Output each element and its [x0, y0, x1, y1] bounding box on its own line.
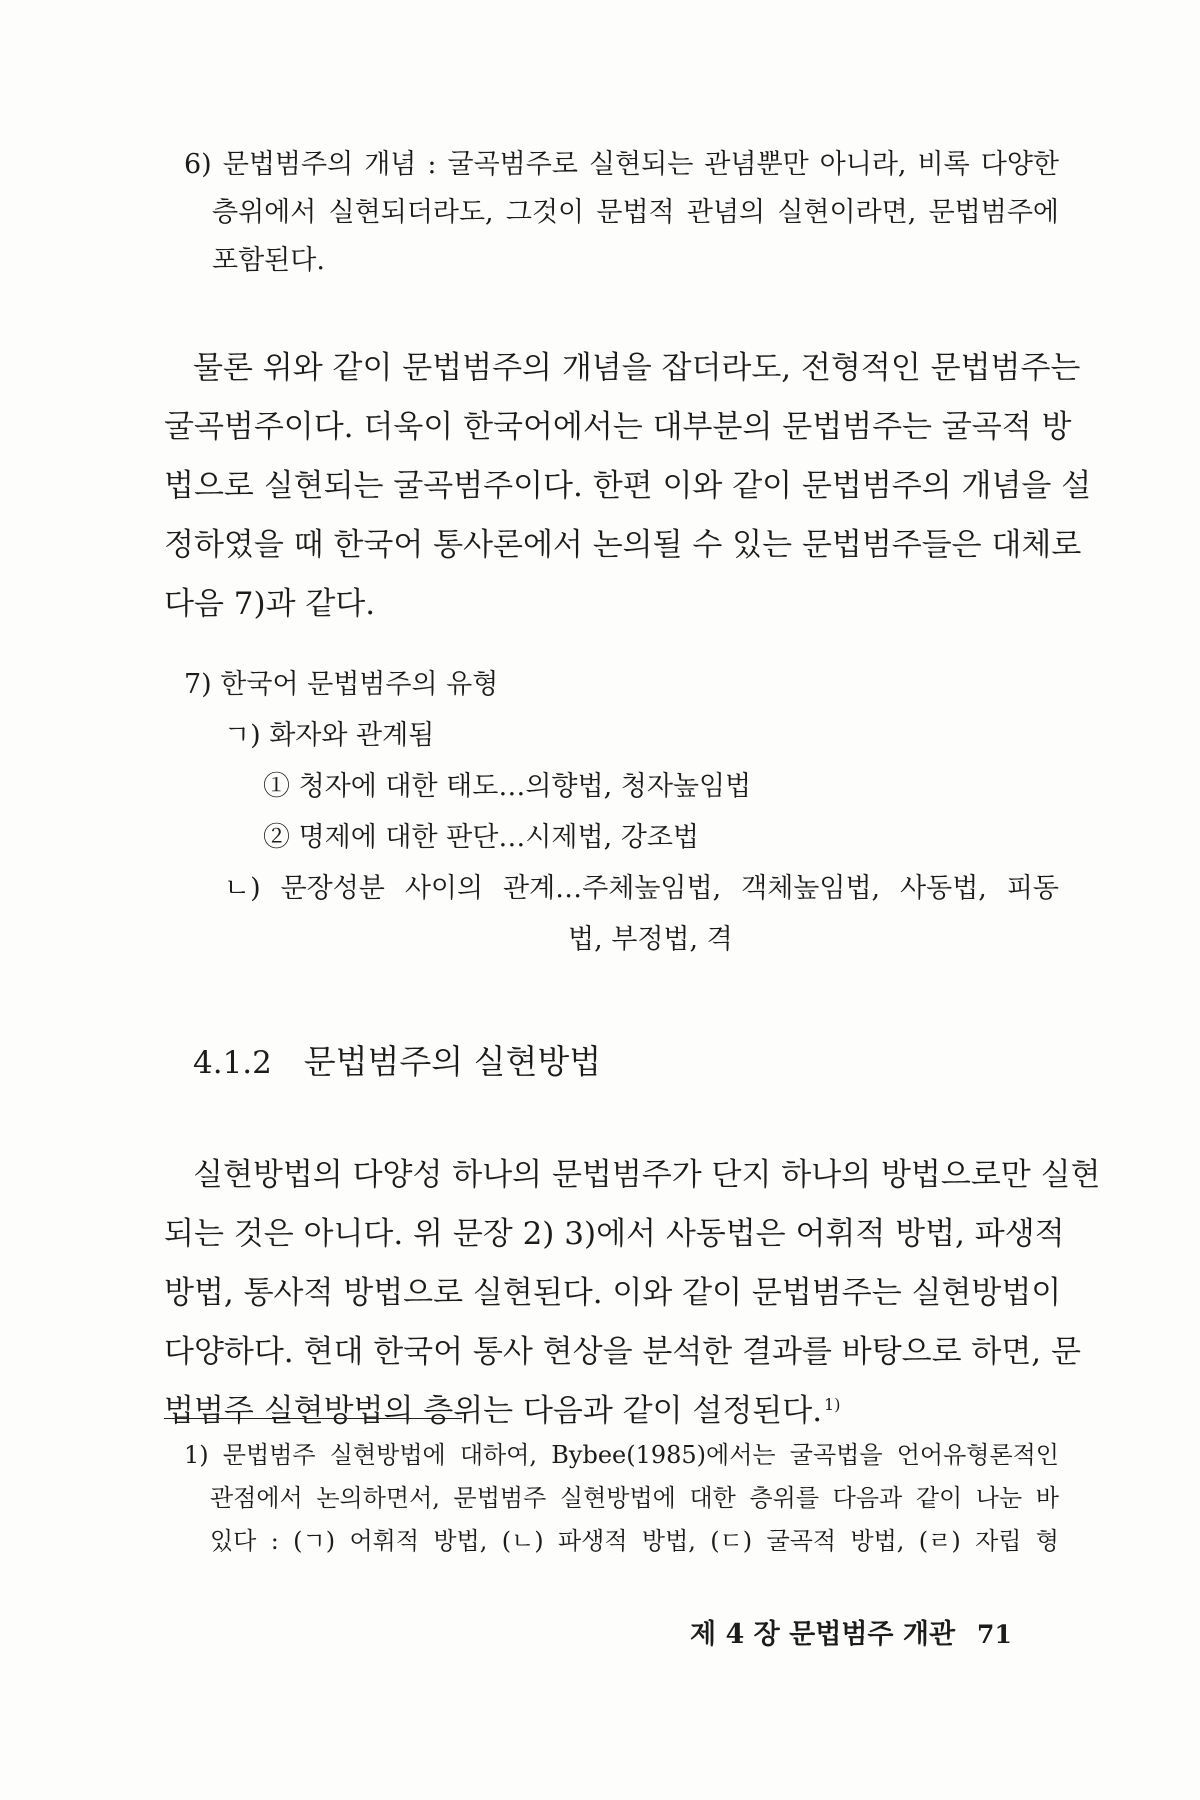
quote-line-2: 층위에서 실현되더라도, 그것이 문법적 관념의 실현이라면, 문법범주에: [212, 197, 1059, 228]
para2-line-1: 실현방법의 다양성 하나의 문법범주가 단지 하나의 방법으로만 실현: [193, 1157, 1101, 1193]
footnote-marker: 1): [824, 1394, 841, 1414]
para1-line-1: 물론 위와 같이 문법범주의 개념을 잡더라도, 전형적인 문법범주는: [193, 350, 1081, 386]
running-footer: [690, 1612, 1012, 1651]
para2-line-2: 되는 것은 아니다. 위 문장 2) 3)에서 사동법은 어휘적 방법, 파생적: [164, 1216, 1065, 1252]
quote-line-3: 포함된다.: [212, 245, 325, 276]
page-number: 71: [977, 1620, 1012, 1649]
para2-line-5-text: 법범주 실현방법의 층위는 다음과 같이 설정된다.: [164, 1393, 823, 1429]
footnote-divider: [164, 1418, 462, 1419]
list-item-a: ㄱ) 화자와 관계됨: [224, 720, 435, 751]
para2-line-4: 다양하다. 현대 한국어 통사 현상을 분석한 결과를 바탕으로 하면, 문: [164, 1334, 1081, 1370]
para1-line-3: 법으로 실현되는 굴곡범주이다. 한편 이와 같이 문법범주의 개념을 설: [164, 468, 1092, 504]
para1-line-5: 다음 7)과 같다.: [164, 586, 376, 622]
para2-line-3: 방법, 통사적 방법으로 실현된다. 이와 같이 문법범주는 실현방법이: [164, 1275, 1062, 1311]
para1-line-4: 정하였을 때 한국어 통사론에서 논의될 수 있는 문법범주들은 대체로: [164, 527, 1082, 563]
footnote-line-2: 관점에서 논의하면서, 문법범주 실현방법에 대한 층위를 다음과 같이 나눈 바: [210, 1484, 1059, 1512]
list-item-b-continued: 법, 부정법, 격: [568, 924, 733, 955]
footnote-line-1: 1) 문법범주 실현방법에 대하여, Bybee(1985)에서는 굴곡법을 언어유형론적인: [184, 1441, 1059, 1469]
list-item-a1: ① 청자에 대한 태도…의향법, 청자높임법: [263, 771, 752, 802]
list-item-b: ㄴ) 문장성분 사이의 관계…주체높임법, 객체높임법, 사동법, 피동: [224, 873, 1059, 904]
section-heading: [193, 1036, 601, 1083]
section-number: 4.1.2: [193, 1045, 272, 1081]
para2-line-5: [164, 1385, 840, 1430]
footnote-line-3: 있다 : (ㄱ) 어휘적 방법, (ㄴ) 파생적 방법, (ㄷ) 굴곡적 방법, (ㄹ) 자립 형: [210, 1527, 1059, 1555]
chapter-label: 제 4 장 문법범주 개관: [690, 1619, 956, 1650]
section-title: 문법범주의 실현방법: [303, 1042, 602, 1081]
list-title: 7) 한국어 문법범주의 유형: [184, 669, 499, 700]
list-item-a2: ② 명제에 대한 판단…시제법, 강조법: [263, 822, 699, 853]
para1-line-2: 굴곡범주이다. 더욱이 한국어에서는 대부분의 문법범주는 굴곡적 방: [164, 409, 1072, 445]
quote-line-1: 6) 문법범주의 개념 : 굴곡범주로 실현되는 관념뿐만 아니라, 비록 다양한: [184, 149, 1059, 180]
